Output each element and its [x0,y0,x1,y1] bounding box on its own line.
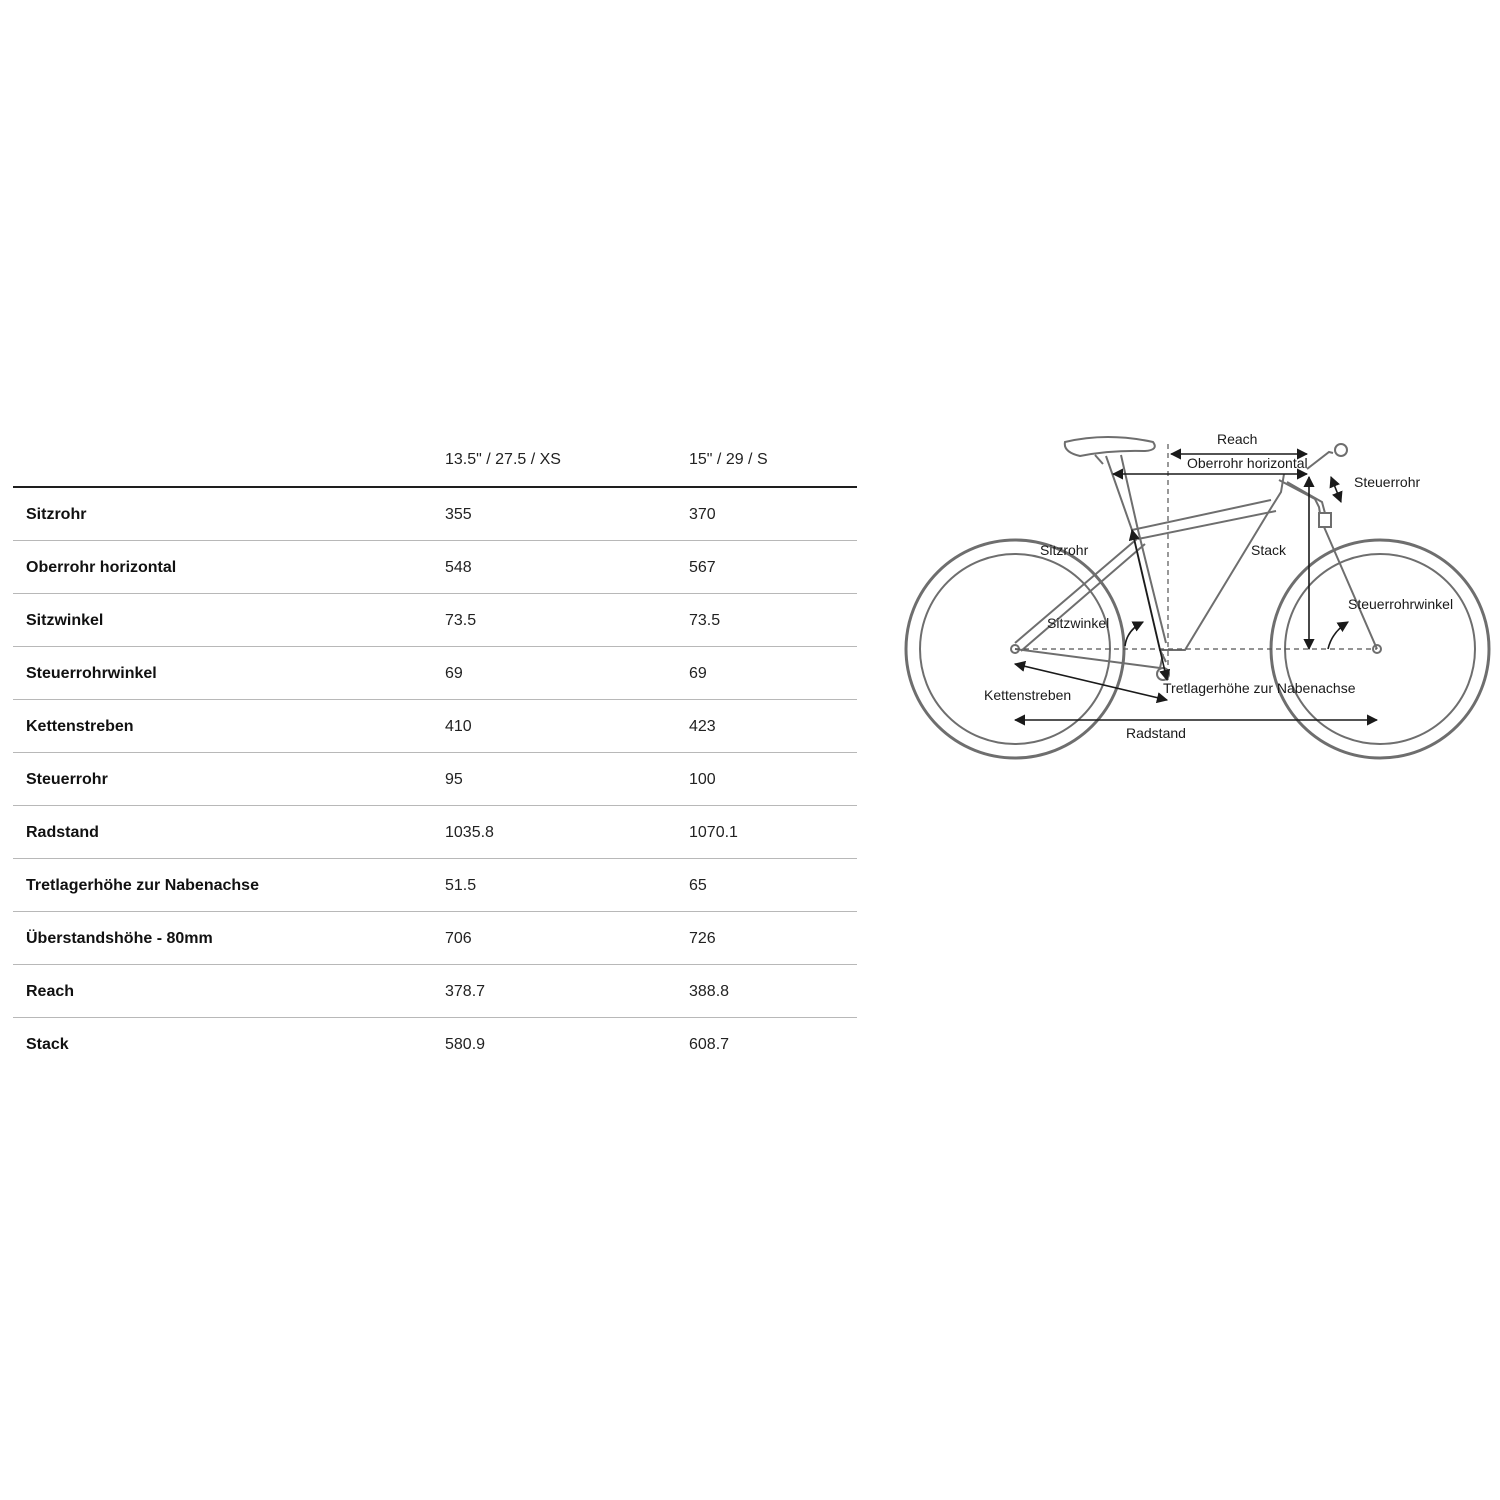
cell-size-xs: 410 [445,718,472,735]
label-sitzrohr: Sitzrohr [1040,542,1089,558]
row-label: Sitzwinkel [26,612,104,629]
cell-size-s: 73.5 [689,612,721,629]
cell-size-s: 1070.1 [689,824,738,841]
cell-size-xs: 580.9 [445,1036,486,1053]
table-row [13,488,857,541]
label-tretlagerhoehe: Tretlagerhöhe zur Nabenachse [1163,680,1356,696]
row-label: Sitzrohr [26,506,87,523]
label-stack: Stack [1251,542,1287,558]
label-reach: Reach [1217,431,1258,447]
cell-size-xs: 548 [445,559,472,576]
row-label: Steuerrohr [26,771,108,788]
row-label: Oberrohr horizontal [26,559,177,576]
cell-size-s: 726 [689,930,716,947]
table-row [13,1018,857,1070]
row-label: Stack [26,1036,69,1053]
table-row [13,859,857,912]
row-label: Reach [26,983,75,1000]
column-header-size-xs: 13.5" / 27.5 / XS [445,451,561,468]
table-row [13,700,857,753]
table-row [13,912,857,965]
row-label: Überstandshöhe - 80mm [26,930,213,947]
label-steuerrohrwinkel: Steuerrohrwinkel [1348,596,1454,612]
table-row [13,806,857,859]
cell-size-s: 100 [689,771,716,788]
cell-size-xs: 73.5 [445,612,477,629]
label-sitzwinkel: Sitzwinkel [1047,615,1110,631]
column-header-size-s: 15" / 29 / S [689,451,768,468]
cell-size-xs: 1035.8 [445,824,494,841]
cell-size-s: 69 [689,665,707,682]
table-row [13,965,857,1018]
bike-frame [1011,444,1381,680]
cell-size-s: 567 [689,559,716,576]
cell-size-s: 608.7 [689,1036,730,1053]
cell-size-xs: 51.5 [445,877,477,894]
cell-size-s: 388.8 [689,983,730,1000]
label-oberrohr-horizontal: Oberrohr horizontal [1187,455,1308,471]
geometry-table [13,434,857,1070]
cell-size-s: 423 [689,718,716,735]
table-row [13,753,857,806]
table-row [13,647,857,700]
label-radstand: Radstand [1126,725,1186,741]
reference-lines [1015,444,1377,680]
row-label: Steuerrohrwinkel [26,665,157,682]
row-label: Kettenstreben [26,718,134,735]
cell-size-s: 65 [689,877,707,894]
label-kettenstreben: Kettenstreben [984,687,1072,703]
table-row [13,594,857,647]
cell-size-xs: 69 [445,665,463,682]
bike-geometry-diagram [895,422,1495,772]
cell-size-xs: 355 [445,506,472,523]
row-label: Tretlagerhöhe zur Nabenachse [26,877,259,894]
cell-size-s: 370 [689,506,716,523]
cell-size-xs: 95 [445,771,463,788]
cell-size-xs: 706 [445,930,472,947]
label-steuerrohr: Steuerrohr [1354,474,1421,490]
row-label: Radstand [26,824,99,841]
table-header-row [13,434,857,488]
cell-size-xs: 378.7 [445,983,486,1000]
saddle [1065,437,1155,464]
table-row [13,541,857,594]
